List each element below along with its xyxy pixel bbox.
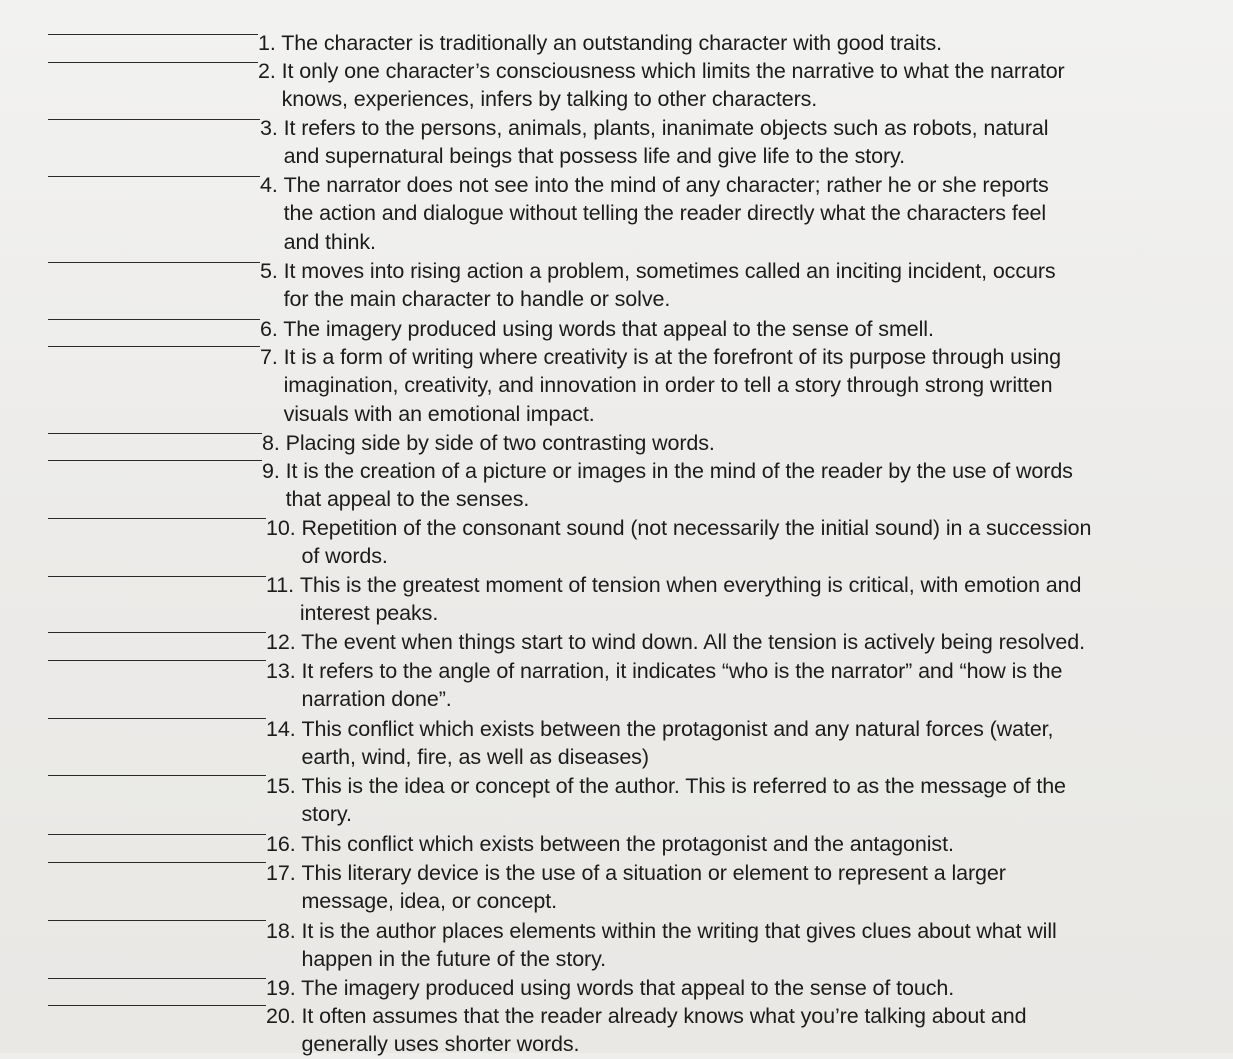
question-number-2: 2. — [258, 58, 276, 83]
question-number-14: 14. — [266, 716, 296, 741]
question-body-18: It is the author places elements within the writing that gives clues about what will happen in the future of the story. — [301, 918, 1057, 971]
question-number-16: 16. — [266, 831, 296, 856]
question-body-9: It is the creation of a picture or images in the mind of the reader by the use of words that appeal to the senses. — [285, 458, 1073, 511]
answer-blank-9[interactable] — [48, 460, 262, 461]
question-body-7: It is a form of writing where creativity is at the forefront of its purpose through using imagination, creativity, and innovation in order to tell a story through strong written visuals with an emotional impact. — [283, 344, 1062, 426]
question-body-8: Placing side by side of two contrasting words. — [285, 430, 715, 455]
answer-blank-4[interactable] — [48, 176, 260, 177]
question-number-15: 15. — [266, 773, 296, 798]
question-number-19: 19. — [266, 975, 296, 1000]
question-body-11: This is the greatest moment of tension when everything is critical, with emotion and interest peaks. — [299, 572, 1082, 625]
question-number-18: 18. — [266, 918, 296, 943]
question-number-6: 6. — [260, 316, 278, 341]
question-number-8: 8. — [262, 430, 280, 455]
question-number-11: 11. — [266, 572, 294, 597]
answer-blank-10[interactable] — [48, 518, 266, 519]
answer-blank-1[interactable] — [48, 34, 258, 35]
question-text-20 — [266, 973, 1201, 1059]
answer-blank-19[interactable] — [48, 978, 266, 979]
answer-blank-2[interactable] — [48, 62, 258, 63]
question-body-1: The character is traditionally an outstanding character with good traits. — [281, 30, 942, 55]
question-body-2: It only one character’s consciousness which limits the narrative to what the narrator knows, experiences, infers by talking to other characters. — [281, 58, 1065, 111]
answer-blank-14[interactable] — [48, 718, 266, 719]
answer-blank-11[interactable] — [48, 576, 266, 577]
question-number-10: 10. — [266, 515, 296, 540]
question-number-9: 9. — [262, 458, 280, 483]
question-number-13: 13. — [266, 658, 296, 683]
question-body-15: This is the idea or concept of the author. This is referred to as the message of the story. — [301, 773, 1066, 826]
answer-blank-8[interactable] — [48, 433, 262, 434]
question-body-4: The narrator does not see into the mind of any character; rather he or she reports the action and dialogue without telling the reader directly what the characters feel and think. — [283, 172, 1049, 254]
question-number-1: 1. — [258, 30, 276, 55]
question-body-16: This conflict which exists between the protagonist and the antagonist. — [301, 831, 954, 856]
question-number-5: 5. — [260, 258, 278, 283]
question-body-14: This conflict which exists between the protagonist and any natural forces (water, earth, wind, fire, as well as diseases) — [301, 716, 1054, 769]
answer-blank-5[interactable] — [48, 262, 260, 263]
question-number-3: 3. — [260, 115, 278, 140]
question-body-19: The imagery produced using words that appeal to the sense of touch. — [301, 975, 955, 1000]
question-body-17: This literary device is the use of a situation or element to represent a larger message, idea, or concept. — [301, 860, 1006, 913]
answer-blank-7[interactable] — [48, 346, 260, 347]
answer-blank-16[interactable] — [48, 834, 266, 835]
question-body-13: It refers to the angle of narration, it indicates “who is the narrator” and “how is the narration done”. — [301, 658, 1063, 711]
answer-blank-15[interactable] — [48, 775, 266, 776]
question-number-20: 20. — [266, 1003, 296, 1028]
answer-blank-17[interactable] — [48, 862, 266, 863]
question-body-12: The event when things start to wind down. All the tension is actively being resolved. — [301, 629, 1085, 654]
question-body-20: It often assumes that the reader already knows what you’re talking about and generally uses shorter words. — [301, 1003, 1027, 1056]
question-number-12: 12. — [266, 629, 296, 654]
question-number-7: 7. — [260, 344, 278, 369]
answer-blank-3[interactable] — [48, 119, 260, 120]
question-number-4: 4. — [260, 172, 278, 197]
question-number-17: 17. — [266, 860, 296, 885]
question-body-10: Repetition of the consonant sound (not necessarily the initial sound) in a succession of words. — [301, 515, 1092, 568]
answer-blank-20[interactable] — [48, 1005, 266, 1006]
answer-blank-12[interactable] — [48, 632, 266, 633]
question-body-5: It moves into rising action a problem, sometimes called an inciting incident, occurs for the main character to handle or solve. — [283, 258, 1056, 311]
answer-blank-13[interactable] — [48, 660, 266, 661]
answer-blank-18[interactable] — [48, 920, 266, 921]
answer-blank-6[interactable] — [48, 319, 260, 320]
question-body-6: The imagery produced using words that appeal to the sense of smell. — [283, 316, 934, 341]
question-body-3: It refers to the persons, animals, plants, inanimate objects such as robots, natural and supernatural beings that possess life and give life to the story. — [283, 115, 1049, 168]
